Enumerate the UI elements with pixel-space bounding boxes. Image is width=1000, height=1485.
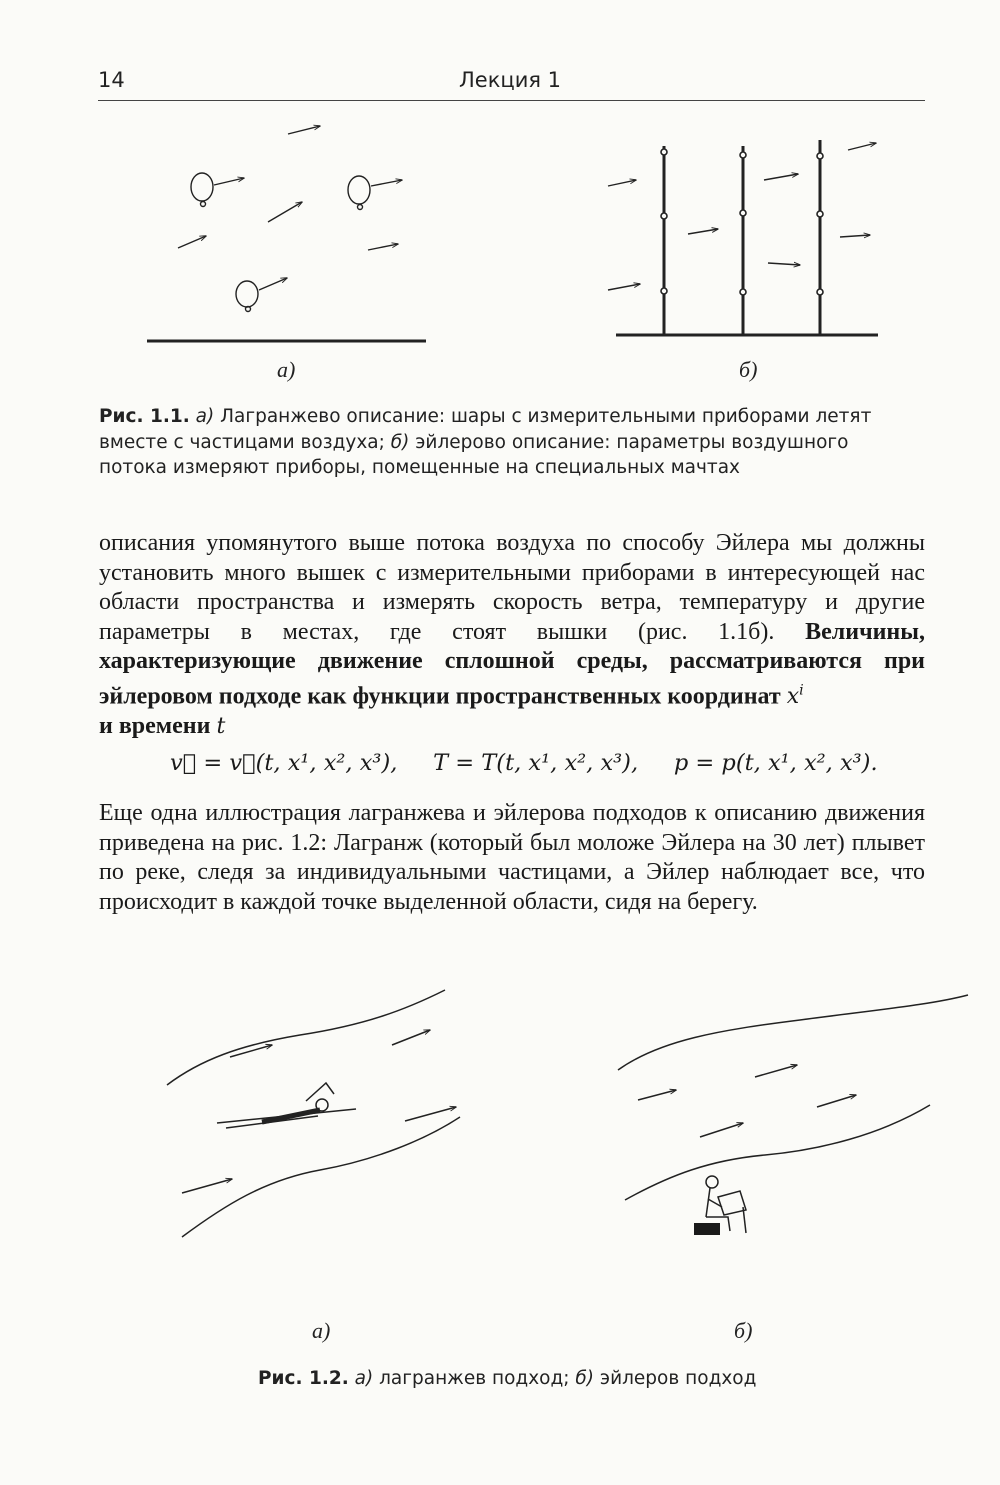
instrument xyxy=(661,213,667,219)
instrument xyxy=(661,288,667,294)
paragraph-1-text: описания упомянутого выше потока воздуха по способу Эйлера мы должны установить много вышек с измерительными приборами в интересующей нас области пространства и измерять скорость ветра, температуру и другие параметры в местах, где стоят вышки (рис. 1.1б). xyxy=(99,530,925,645)
figure-1-2-sublabel-a: а) xyxy=(312,1318,331,1343)
caption-text-b: эйлеров подход xyxy=(599,1368,757,1389)
figure-1-2-b-euler-on-shore xyxy=(600,995,980,1245)
instrument xyxy=(817,153,823,159)
caption-text-a: Лагранжево описание: шары с измерительными приборами летят вместе с частицами воздуха; xyxy=(99,406,872,453)
swimmer-arm xyxy=(306,1083,334,1101)
figure-1-1-sublabel-a: а) xyxy=(277,357,296,382)
observer-body xyxy=(706,1188,710,1217)
figure-1-1-b-masts xyxy=(600,130,890,345)
formula: v⃗ = v⃗(t, x¹, x², x³), T = T(t, x¹, x², x³), p = p(t, x¹, x², x³). xyxy=(170,750,878,776)
figure-1-1-sublabel-b: б) xyxy=(739,357,758,382)
figure-1-2-a-lagrange-swimming xyxy=(160,985,470,1255)
instrument xyxy=(740,210,746,216)
river-bank xyxy=(182,1117,460,1237)
wind-arrow xyxy=(840,235,870,237)
balloon xyxy=(191,173,213,201)
wind-arrow xyxy=(768,263,800,265)
math-time: t xyxy=(216,713,226,739)
balloon xyxy=(348,176,370,204)
wind-arrow xyxy=(764,174,798,180)
instrument xyxy=(740,289,746,295)
wind-arrow xyxy=(268,202,302,222)
river-bank xyxy=(167,990,445,1085)
wind-arrow xyxy=(259,278,287,290)
easel xyxy=(718,1191,746,1215)
caption-label: Рис. 1.1. xyxy=(99,406,190,427)
wind-arrow xyxy=(288,126,320,134)
river-bank xyxy=(618,995,968,1070)
figure-1-1-caption xyxy=(99,404,899,481)
flow-arrow xyxy=(817,1095,856,1107)
paragraph-1-bold: Величины, характеризующие движение сплошной среды, рассматриваются при эйлеровом подходе как функции пространственных координат xyxy=(99,618,925,710)
flow-arrow xyxy=(638,1090,676,1100)
paragraph-1-bold-2: и времени xyxy=(99,712,211,739)
observer-seat xyxy=(694,1223,720,1235)
flow-arrow xyxy=(182,1179,232,1193)
observer-head xyxy=(706,1176,718,1188)
balloon xyxy=(236,281,258,307)
instrument xyxy=(740,152,746,158)
flow-arrow xyxy=(230,1045,272,1057)
running-head: Лекция 1 xyxy=(459,68,562,92)
figure-1-2-sublabel-b: б) xyxy=(734,1318,753,1343)
caption-marker-b: б) xyxy=(390,431,410,453)
paragraph-1 xyxy=(99,529,925,741)
instrument xyxy=(817,211,823,217)
swimmer-head xyxy=(316,1099,328,1111)
wind-arrow xyxy=(848,143,876,150)
paragraph-2: Еще одна иллюстрация лагранжева и эйлерова подходов к описанию движения приведена на рис. 1.2: Лагранж (который был моложе Эйлера на 30 лет) плывет по реке, следя за индивидуальными частицами, а Эйлер наблюдает все, что происходит в каждой точке выделенной области, сидя на берегу. xyxy=(99,800,925,915)
figure-1-2-caption xyxy=(258,1366,898,1392)
instrument xyxy=(817,289,823,295)
header-rule xyxy=(98,100,925,101)
wind-arrow xyxy=(608,180,636,186)
page-number: 14 xyxy=(98,68,125,92)
wind-arrow xyxy=(178,236,206,248)
wind-arrow xyxy=(688,229,718,234)
wind-arrow xyxy=(608,284,640,290)
river-bank xyxy=(625,1105,930,1200)
flow-arrow xyxy=(755,1065,797,1077)
flow-arrow xyxy=(392,1030,430,1045)
flow-arrow xyxy=(700,1123,743,1137)
flow-arrow xyxy=(405,1107,456,1121)
math-coordinate: $x^i$ xyxy=(786,682,804,710)
caption-label: Рис. 1.2. xyxy=(258,1368,349,1389)
wind-arrow xyxy=(214,178,244,185)
caption-text-a: лагранжев подход; xyxy=(379,1368,570,1389)
wind-arrow xyxy=(368,244,398,250)
figure-1-1-a-balloons xyxy=(130,110,440,350)
wind-arrow xyxy=(371,180,402,186)
caption-marker-a: а) xyxy=(354,1368,374,1389)
caption-marker-b: б) xyxy=(575,1368,595,1389)
caption-text-b: эйлерово описание: параметры воздушного потока измеряют приборы, помещенные на специальных мачтах xyxy=(99,431,849,478)
instrument xyxy=(661,149,667,155)
caption-marker-a: а) xyxy=(195,406,215,427)
